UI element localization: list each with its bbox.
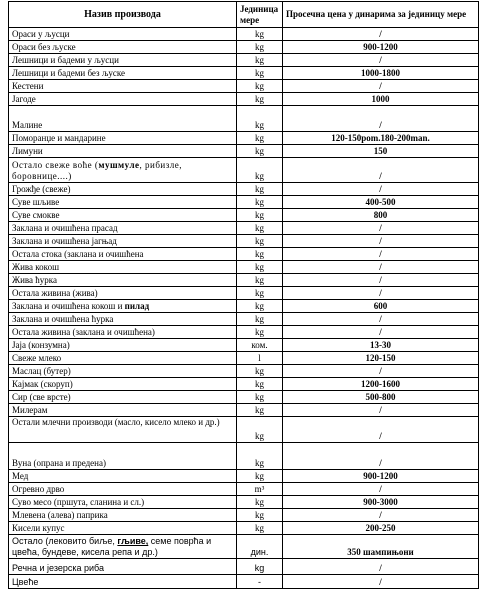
unit-cell: l (237, 352, 283, 365)
unit-cell: kg (237, 132, 283, 145)
unit-cell: kg (237, 509, 283, 522)
product-name-part: , рибизле, боровнице....) (12, 160, 183, 181)
product-name: Остала стока (заклана и очишћена (9, 248, 237, 261)
table-row (9, 183, 479, 196)
price-cell: / (283, 274, 479, 287)
table-row (9, 483, 479, 496)
price-cell: 800 (283, 209, 479, 222)
unit-cell: kg (237, 222, 283, 235)
table-row (9, 365, 479, 378)
product-name (9, 535, 237, 559)
product-name: Суве смокве (9, 209, 237, 222)
table-row (9, 535, 479, 559)
unit-cell: kg (237, 378, 283, 391)
table-row (9, 575, 479, 589)
product-name: Огревно дрво (9, 483, 237, 496)
table-row (9, 326, 479, 339)
unit-cell: kg (237, 417, 283, 443)
product-name: Ораси у љусци (9, 28, 237, 41)
product-name: Остала живина (заклана и очишћена) (9, 326, 237, 339)
table-row (9, 443, 479, 470)
price-cell: / (283, 235, 479, 248)
unit-cell: kg (237, 261, 283, 274)
price-cell: / (283, 106, 479, 132)
unit-cell: kg (237, 300, 283, 313)
price-table (8, 1, 479, 589)
table-row (9, 28, 479, 41)
unit-cell: kg (237, 496, 283, 509)
price-cell: / (283, 248, 479, 261)
table-row (9, 106, 479, 132)
unit-cell: kg (237, 470, 283, 483)
table-row (9, 522, 479, 535)
unit-cell: kg (237, 365, 283, 378)
table-row (9, 313, 479, 326)
unit-cell: kg (237, 313, 283, 326)
price-cell: 120-150 (283, 352, 479, 365)
table-row (9, 41, 479, 54)
product-name-part: Остало (лековито биље, (12, 536, 118, 546)
product-name: Мед (9, 470, 237, 483)
price-cell: 120-150pom.180-200man. (283, 132, 479, 145)
unit-cell: kg (237, 54, 283, 67)
table-row (9, 509, 479, 522)
price-cell: / (283, 222, 479, 235)
product-name: Остала живина (жива) (9, 287, 237, 300)
price-cell: 13-30 (283, 339, 479, 352)
table-row (9, 470, 479, 483)
product-name: Цвеће (9, 575, 237, 589)
table-row (9, 145, 479, 158)
unit-cell: kg (237, 80, 283, 93)
unit-cell: m³ (237, 483, 283, 496)
price-cell: / (283, 417, 479, 443)
table-row (9, 158, 479, 183)
product-name: Вуна (опрана и предена) (9, 443, 237, 470)
table-row (9, 300, 479, 313)
unit-cell: kg (237, 274, 283, 287)
price-cell: 900-1200 (283, 470, 479, 483)
price-cell: 1200-1600 (283, 378, 479, 391)
product-name: Млевена (алева) паприка (9, 509, 237, 522)
table-row (9, 404, 479, 417)
unit-cell: kg (237, 235, 283, 248)
product-name: Заклана и очишћена јагњад (9, 235, 237, 248)
price-cell: 1000 (283, 93, 479, 106)
product-name: Грожђе (свеже) (9, 183, 237, 196)
product-name: Кестени (9, 80, 237, 93)
product-name: Заклана и очишћена ћурка (9, 313, 237, 326)
product-name: Лимуни (9, 145, 237, 158)
price-cell: 900-1200 (283, 41, 479, 54)
product-name: Лешници и бадеми без љуске (9, 67, 237, 80)
header-product-name: Назив производа (9, 2, 237, 28)
price-cell: 350 шампињони (283, 535, 479, 559)
product-name: Кајмак (скоруп) (9, 378, 237, 391)
price-cell: 900-3000 (283, 496, 479, 509)
table-row (9, 287, 479, 300)
unit-cell: kg (237, 41, 283, 54)
table-row (9, 93, 479, 106)
price-cell: / (283, 287, 479, 300)
product-name: Лешници и бадеми у љусци (9, 54, 237, 67)
product-name: Заклана и очишћена прасад (9, 222, 237, 235)
unit-cell: kg (237, 443, 283, 470)
product-name: Јагоде (9, 93, 237, 106)
unit-cell: kg (237, 559, 283, 575)
unit-cell: kg (237, 209, 283, 222)
product-name (9, 158, 237, 183)
price-cell: / (283, 158, 479, 183)
table-row (9, 80, 479, 93)
price-cell: / (283, 483, 479, 496)
price-cell: 200-250 (283, 522, 479, 535)
header-avg-price: Просечна цена у динарима за јединицу мере (283, 2, 479, 28)
product-name: Остали млечни производи (масло, кисело млеко и др.) (9, 417, 237, 443)
product-name: Речна и језерска риба (9, 559, 237, 575)
table-row (9, 222, 479, 235)
unit-cell: kg (237, 196, 283, 209)
unit-cell: kg (237, 106, 283, 132)
product-name-part: Заклана и очишћена кокош и (12, 301, 125, 311)
header-unit: Јединица мере (237, 2, 283, 28)
price-cell: / (283, 404, 479, 417)
price-cell: 400-500 (283, 196, 479, 209)
table-row (9, 132, 479, 145)
product-name-emphasis: мушмуле (98, 160, 140, 170)
product-name: Суве шљиве (9, 196, 237, 209)
table-header-row (9, 2, 479, 28)
table-row (9, 248, 479, 261)
price-cell: / (283, 28, 479, 41)
unit-cell: kg (237, 522, 283, 535)
table-row (9, 261, 479, 274)
price-cell: / (283, 443, 479, 470)
unit-cell: - (237, 575, 283, 589)
unit-cell: kg (237, 183, 283, 196)
unit-cell: kg (237, 28, 283, 41)
unit-cell: kg (237, 158, 283, 183)
table-row (9, 559, 479, 575)
price-cell: / (283, 54, 479, 67)
price-cell: / (283, 80, 479, 93)
product-name: Милерам (9, 404, 237, 417)
product-name-part: семе поврћа и цвећа, бундеве, кисела репа и др.) (12, 536, 212, 557)
price-cell: 150 (283, 145, 479, 158)
product-name: Сир (све врсте) (9, 391, 237, 404)
product-name-part: Остало свеже воће ( (12, 160, 99, 170)
unit-cell: kg (237, 287, 283, 300)
table-row (9, 339, 479, 352)
unit-cell: ком. (237, 339, 283, 352)
product-name (9, 300, 237, 313)
table-row (9, 67, 479, 80)
price-cell: / (283, 559, 479, 575)
table-row (9, 196, 479, 209)
table-row (9, 496, 479, 509)
table-row (9, 235, 479, 248)
unit-cell: kg (237, 145, 283, 158)
table-row (9, 352, 479, 365)
product-name-emphasis: пилад (124, 301, 150, 311)
table-row (9, 54, 479, 67)
price-cell: / (283, 365, 479, 378)
unit-cell: kg (237, 404, 283, 417)
price-cell: / (283, 326, 479, 339)
product-name: Суво месо (пршута, сланина и сл.) (9, 496, 237, 509)
unit-cell: kg (237, 67, 283, 80)
price-cell: 1000-1800 (283, 67, 479, 80)
product-name: Свеже млеко (9, 352, 237, 365)
unit-cell: kg (237, 248, 283, 261)
unit-cell: kg (237, 391, 283, 404)
product-name: Жива кокош (9, 261, 237, 274)
product-name: Поморанџе и мандарине (9, 132, 237, 145)
table-row (9, 417, 479, 443)
product-name: Кисели купус (9, 522, 237, 535)
table-row (9, 209, 479, 222)
table-row (9, 274, 479, 287)
price-cell: / (283, 183, 479, 196)
price-cell: 600 (283, 300, 479, 313)
product-name: Маслац (бутер) (9, 365, 237, 378)
product-name: Јаја (конзумна) (9, 339, 237, 352)
table-row (9, 391, 479, 404)
unit-cell: дин. (237, 535, 283, 559)
unit-cell: kg (237, 326, 283, 339)
price-cell: 500-800 (283, 391, 479, 404)
price-cell: / (283, 509, 479, 522)
table-row (9, 378, 479, 391)
product-name-emphasis: гљиве, (117, 536, 149, 546)
price-cell: / (283, 575, 479, 589)
price-cell: / (283, 313, 479, 326)
product-name: Малине (9, 106, 237, 132)
product-name: Ораси без љуске (9, 41, 237, 54)
unit-cell: kg (237, 93, 283, 106)
product-name: Жива ћурка (9, 274, 237, 287)
price-cell: / (283, 261, 479, 274)
